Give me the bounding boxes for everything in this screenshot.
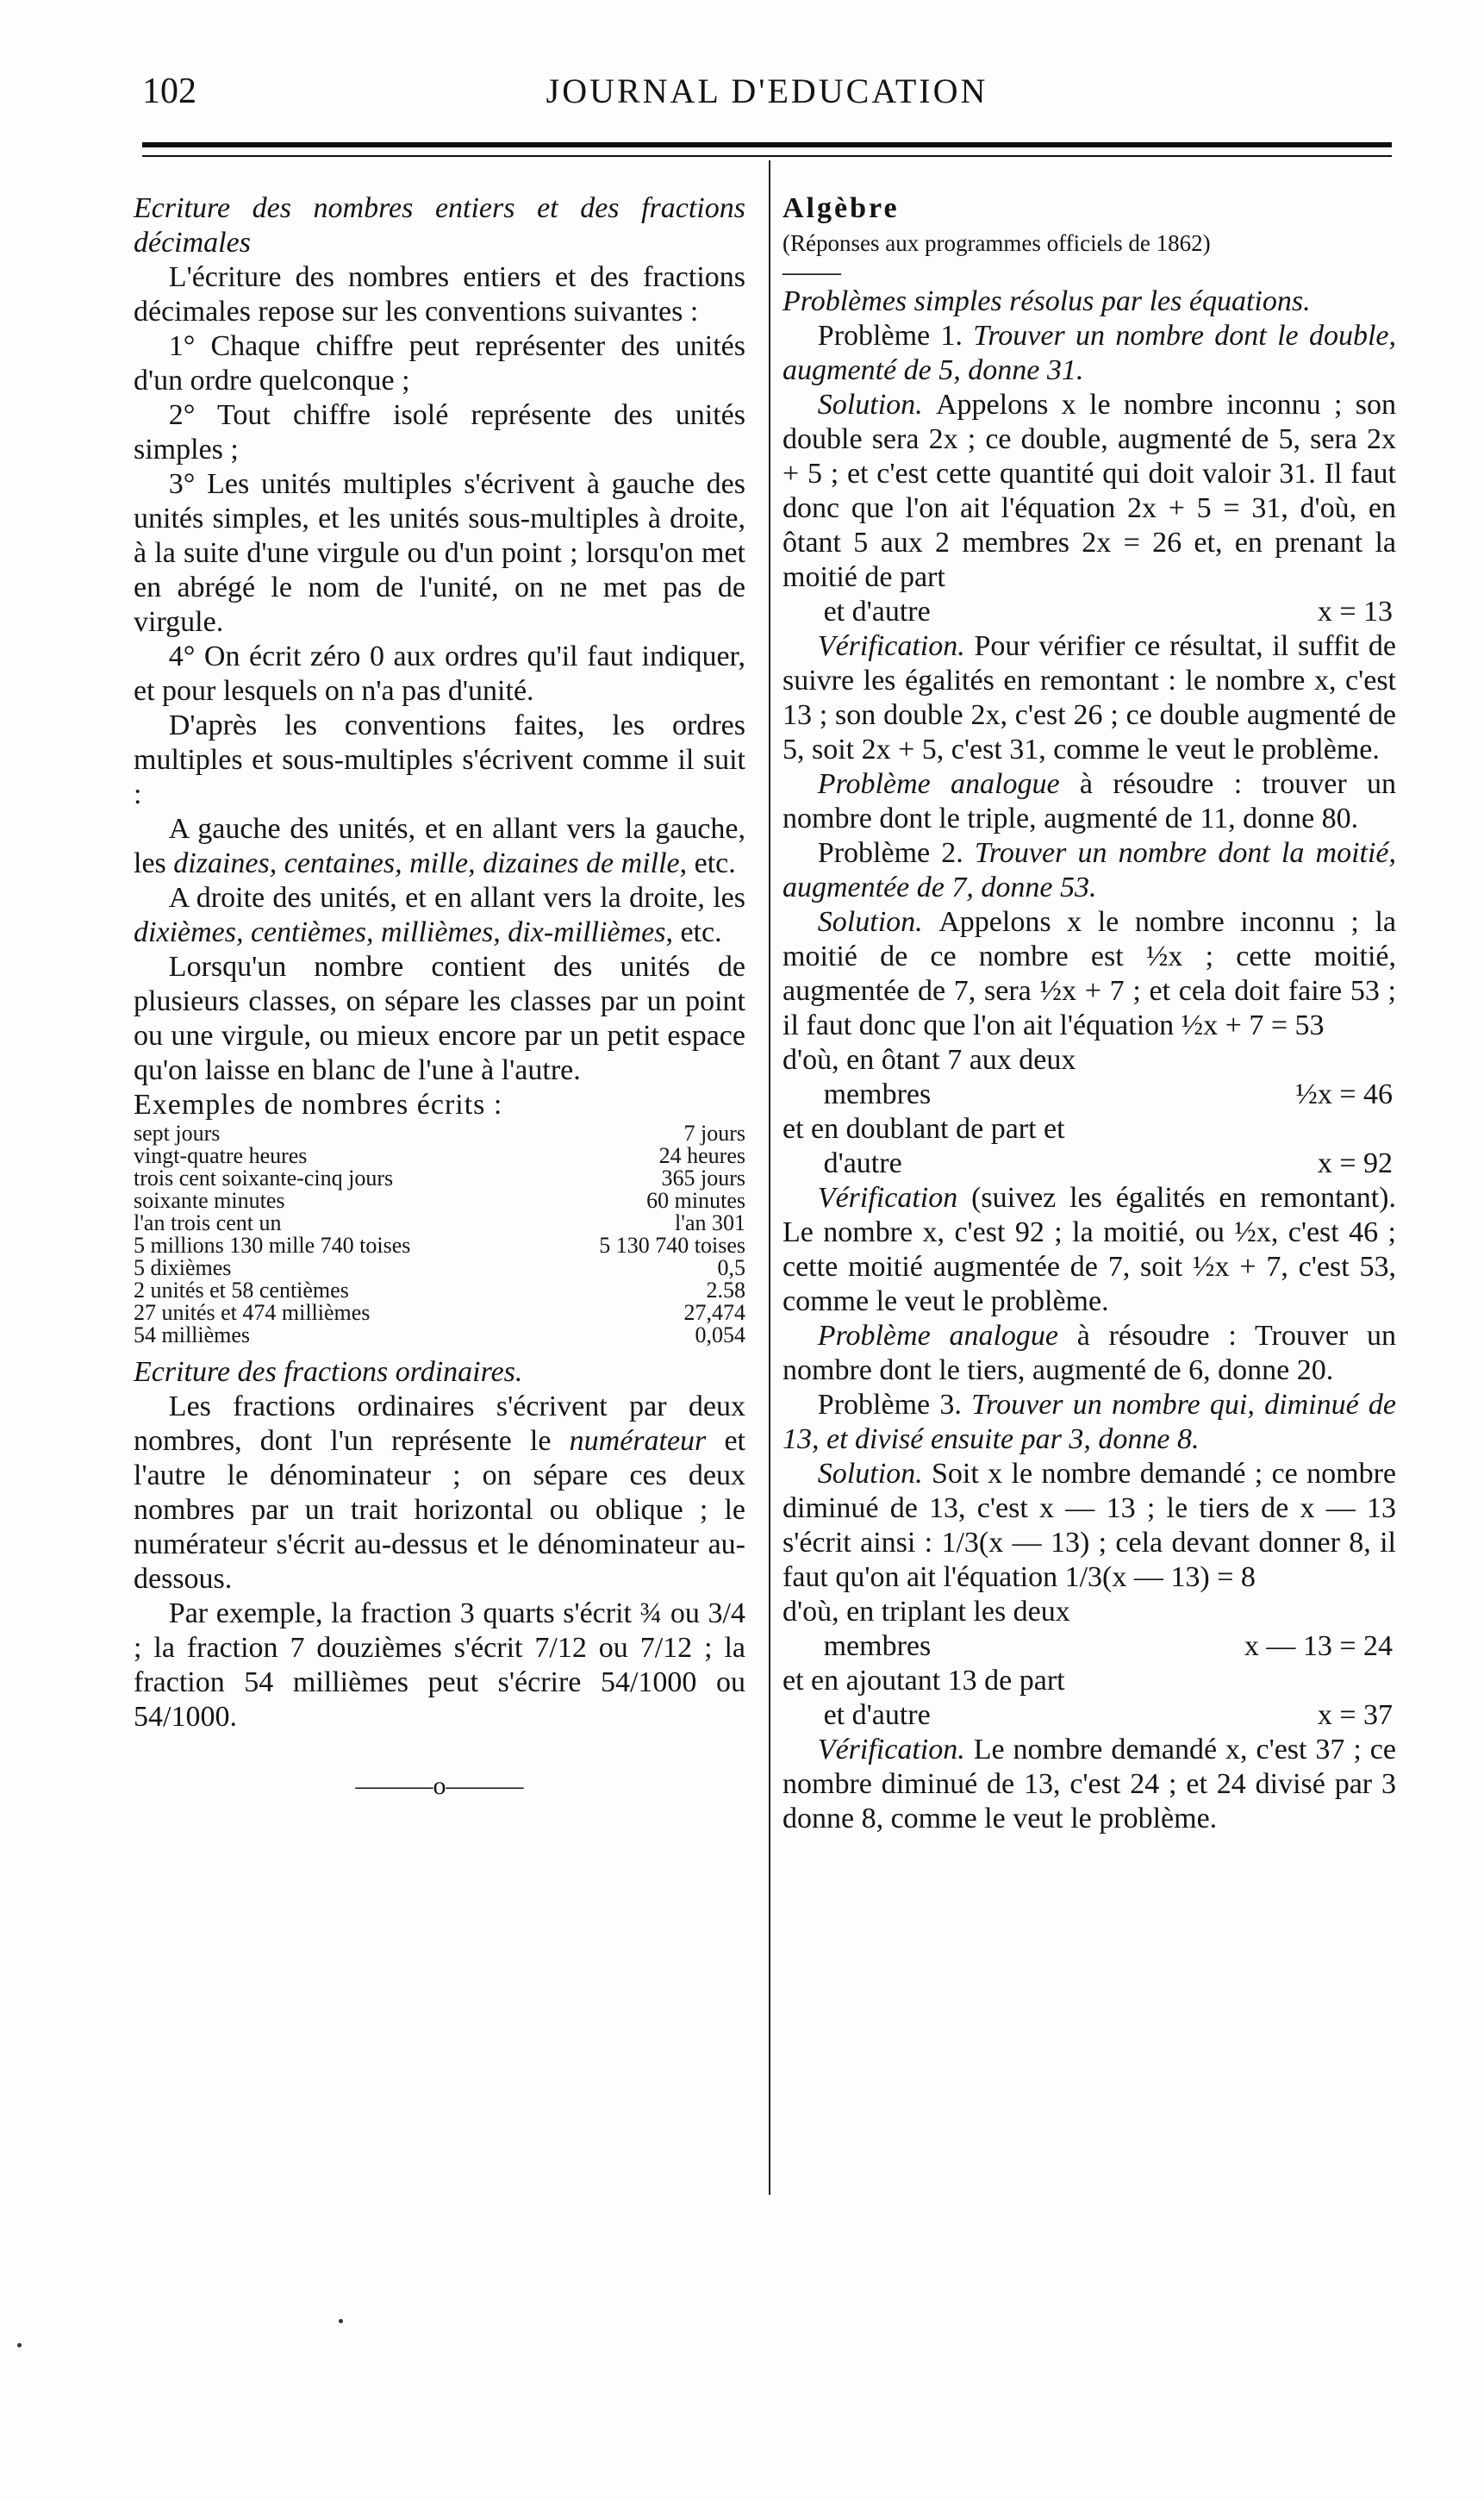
page-header	[142, 71, 1392, 122]
example-value: 2.58	[706, 1278, 745, 1303]
header-rule-thick	[142, 142, 1392, 147]
equation-2a: membres ½x = 46	[823, 1078, 1393, 1110]
verification-2: Vérification (suivez les égalités en remontant). Le nombre x, c'est 92 ; la moitié, ou ½x, c'est 46 ; cette moitié augmentée de 7, soit ½x + 7, c'est 53, comme le veut le problème.	[783, 1182, 1396, 1317]
example-value: l'an 301	[675, 1210, 745, 1235]
example-text: trois cent soixante-cinq jours	[134, 1166, 394, 1191]
journal-title: JOURNAL D'EDUCATION	[546, 72, 988, 110]
verification-1: Vérification. Pour vérifier ce résultat, il suffit de suivre les égalités en remontant : le nombre x, c'est 13 ; son double 2x, c'est 26 ; ce double augmenté de 5, soit 2x + 5, c'est 31, comme le veut le problème.	[783, 630, 1396, 766]
example-text: 5 dixièmes	[134, 1255, 232, 1280]
verification-3: Vérification. Le nombre demandé x, c'est 37 ; ce nombre diminué de 13, c'est 24 ; et 24 divisé par 3 donne 8, comme le veut le problème.	[783, 1734, 1396, 1834]
print-speck	[17, 2343, 22, 2347]
example-text: 27 unités et 474 millièmes	[134, 1300, 371, 1325]
page-number: 102	[142, 72, 196, 111]
example-row	[134, 1212, 745, 1234]
example-row	[134, 1324, 745, 1347]
equation-2b: d'autre x = 92	[823, 1147, 1393, 1179]
section-title-entiers: Ecriture des nombres entiers et des fractions décimales	[134, 192, 745, 259]
problem-2: Problème 2. Trouver un nombre dont la moitié, augmentée de 7, donne 53.	[783, 837, 1396, 903]
solution-3-step-a: d'où, en triplant les deux	[783, 1596, 1070, 1628]
solution-2-step-a: d'où, en ôtant 7 aux deux	[783, 1044, 1076, 1076]
example-value: 5 130 740 toises	[599, 1233, 745, 1258]
paragraph-right-orders: A droite des unités, et en allant vers la droite, les dixièmes, centièmes, millièmes, dix-millièmes, etc.	[134, 882, 745, 948]
examples-title: Exemples de nombres écrits :	[134, 1089, 503, 1121]
analogous-problem-2: Problème analogue à résoudre : Trouver un nombre dont le tiers, augmenté de 6, donne 20.	[783, 1320, 1396, 1386]
solution-1: Solution. Appelons x le nombre inconnu ; son double sera 2x ; ce double, augmenté de 5, sera 2x + 5 ; et c'est cette quantité qui doit valoir 31. Il faut donc que l'on ait l'équation 2x + 5 = 31, d'où, en ôtant 5 aux 2 membres 2x = 26 et, en prenant la moitié de part	[783, 389, 1396, 593]
problem-3: Problème 3. Trouver un nombre qui, diminué de 13, et divisé ensuite par 3, donne 8.	[783, 1389, 1397, 1455]
rule-4: 4° On écrit zéro 0 aux ordres qu'il faut indiquer, et pour lesquels on n'a pas d'unité.	[134, 641, 745, 707]
section-title-fractions: Ecriture des fractions ordinaires.	[134, 1356, 523, 1388]
example-row	[134, 1302, 745, 1324]
section-problemes: Problèmes simples résolus par les équations.	[783, 285, 1311, 317]
equation-3b: et d'autre x = 37	[823, 1699, 1393, 1731]
solution-3: Solution. Soit x le nombre demandé ; ce nombre diminué de 13, c'est x — 13 ; le tiers de x — 13 s'écrit ainsi : 1/3(x — 13) ; cela devant donner 8, il faut qu'on ait l'équation 1/3(x — 13) = 8	[783, 1458, 1397, 1593]
solution-2-step-b: et en doublant de part et	[783, 1113, 1065, 1145]
analogous-problem-1: Problème analogue à résoudre : trouver un nombre dont le triple, augmenté de 11, donne 80.	[783, 768, 1396, 834]
example-row	[134, 1190, 745, 1212]
examples-table	[134, 1122, 745, 1347]
solution-3-step-b: et en ajoutant 13 de part	[783, 1665, 1065, 1697]
paragraph-intro: L'écriture des nombres entiers et des fractions décimales repose sur les conventions suivantes :	[134, 261, 745, 328]
example-value: 7 jours	[683, 1121, 745, 1146]
example-text: 54 millièmes	[134, 1322, 251, 1347]
rule-2: 2° Tout chiffre isolé représente des unités simples ;	[134, 399, 745, 466]
solution-2: Solution. Appelons x le nombre inconnu ; la moitié de ce nombre est ½x ; cette moitié, augmentée de 7, sera ½x + 7 ; et cela doit faire 53 ; il faut donc que l'on ait l'équation ½x + 7 = 53	[783, 906, 1396, 1041]
right-column	[783, 191, 1396, 1836]
example-text: vingt-quatre heures	[134, 1143, 308, 1168]
equation-1: et d'autre x = 13	[823, 596, 1393, 628]
example-text: 2 unités et 58 centièmes	[134, 1278, 349, 1303]
rule-3: 3° Les unités multiples s'écrivent à gauche des unités simples, et les unités sous-multiples à droite, à la suite d'une virgule ou d'un point ; lorsqu'on met en abrégé le nom de l'unité, on ne met pas de virgule.	[134, 468, 745, 638]
equation-3a: membres x — 13 = 24	[823, 1630, 1393, 1662]
example-text: 5 millions 130 mille 740 toises	[134, 1233, 411, 1258]
example-row	[134, 1234, 745, 1257]
column-divider	[769, 160, 770, 2195]
example-text: sept jours	[134, 1121, 221, 1146]
algebra-title: Algèbre	[783, 192, 900, 224]
example-row	[134, 1257, 745, 1279]
problem-1: Problème 1. Trouver un nombre dont le double, augmenté de 5, donne 31.	[783, 320, 1396, 386]
left-column	[134, 191, 745, 1803]
separator-dash: ——	[783, 256, 841, 288]
example-text: l'an trois cent un	[134, 1210, 282, 1235]
paragraph-conventions: D'après les conventions faites, les ordres multiples et sous-multiples s'écrivent comme il suit :	[134, 709, 745, 810]
end-ornament: ———o———	[355, 1772, 524, 1800]
paragraph-fractions: Les fractions ordinaires s'écrivent par deux nombres, dont l'un représente le numérateur et l'autre le dénominateur ; on sépare ces deux nombres par un trait horizontal ou oblique ; le numérateur s'écrit au-dessus et le dénominateur au-dessous.	[134, 1391, 745, 1595]
example-row	[134, 1279, 745, 1302]
example-row	[134, 1145, 745, 1167]
example-row	[134, 1122, 745, 1145]
example-value: 0,5	[717, 1255, 745, 1280]
print-speck	[339, 2319, 343, 2323]
example-value: 24 heures	[658, 1143, 745, 1168]
rule-1: 1° Chaque chiffre peut représenter des unités d'un ordre quelconque ;	[134, 330, 745, 397]
example-row	[134, 1167, 745, 1190]
algebra-subtitle: (Réponses aux programmes officiels de 1862)	[783, 230, 1211, 256]
example-text: soixante minutes	[134, 1188, 285, 1213]
header-rule-thin	[142, 155, 1392, 157]
example-value: 60 minutes	[646, 1188, 745, 1213]
example-value: 365 jours	[661, 1166, 745, 1191]
paragraph-left-orders: A gauche des unités, et en allant vers la gauche, les dizaines, centaines, mille, dizaines de mille, etc.	[134, 813, 745, 879]
paragraph-fraction-examples: Par exemple, la fraction 3 quarts s'écrit ¾ ou 3/4 ; la fraction 7 douzièmes s'écrit 7/12 ou 7/12 ; la fraction 54 millièmes peut s'écrire 54/1000 ou 54/1000.	[134, 1597, 745, 1733]
paragraph-classes: Lorsqu'un nombre contient des unités de plusieurs classes, on sépare les classes par un point ou une virgule, ou mieux encore par un petit espace qu'on laisse en blanc de l'une à l'autre.	[134, 951, 745, 1086]
example-value: 27,474	[683, 1300, 745, 1325]
example-value: 0,054	[695, 1322, 745, 1347]
